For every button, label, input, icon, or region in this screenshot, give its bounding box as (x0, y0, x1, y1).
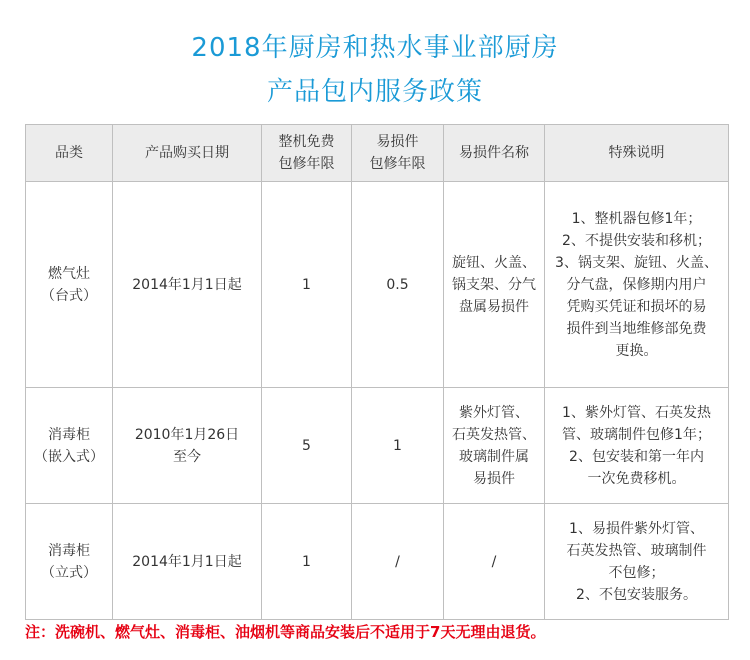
row-parts-years: 0.5 (352, 182, 444, 388)
footer-notice: 注：洗碗机、燃气灶、消毒柜、油烟机等商品安装后不适用于7天无理由退货。 (25, 623, 546, 641)
header-parts-years: 易损件 包修年限 (352, 125, 444, 182)
service-policy-table (25, 124, 729, 620)
header-note: 特殊说明 (545, 125, 729, 182)
row-parts-name: 旋钮、火盖、 锅支架、分气 盘属易损件 (444, 182, 545, 388)
header-purchase-date: 产品购买日期 (113, 125, 262, 182)
table-header-row (26, 125, 729, 182)
row-category: 消毒柜 （嵌入式） (26, 388, 113, 504)
row-parts-years: 1 (352, 388, 444, 504)
row-parts-name: / (444, 504, 545, 620)
row-parts-name: 紫外灯管、 石英发热管、 玻璃制件属 易损件 (444, 388, 545, 504)
table-row (26, 504, 729, 620)
row-category: 消毒柜 （立式） (26, 504, 113, 620)
table-row (26, 182, 729, 388)
row-parts-years: / (352, 504, 444, 620)
row-purchase-date: 2014年1月1日起 (113, 504, 262, 620)
page-title-line1: 2018年厨房和热水事业部厨房 (191, 33, 559, 63)
row-machine-years: 5 (262, 388, 352, 504)
row-note: 1、整机器包修1年； 2、不提供安装和移机； 3、锅支架、旋钮、火盖、 分气盘，保修期内用户 凭购买凭证和损坏的易 损件到当地维修部免费 更换。 (545, 182, 729, 388)
header-machine-years: 整机免费 包修年限 (262, 125, 352, 182)
row-machine-years: 1 (262, 504, 352, 620)
row-category: 燃气灶 （台式） (26, 182, 113, 388)
row-purchase-date: 2014年1月1日起 (113, 182, 262, 388)
table-row (26, 388, 729, 504)
page-title-line2: 产品包内服务政策 (266, 77, 483, 107)
row-note: 1、易损件紫外灯管、 石英发热管、玻璃制件 不包修； 2、不包安装服务。 (545, 504, 729, 620)
header-category: 品类 (26, 125, 113, 182)
row-machine-years: 1 (262, 182, 352, 388)
row-purchase-date: 2010年1月26日 至今 (113, 388, 262, 504)
header-parts-name: 易损件名称 (444, 125, 545, 182)
row-note: 1、紫外灯管、石英发热 管、玻璃制件包修1年； 2、包安装和第一年内 一次免费移机。 (545, 388, 729, 504)
